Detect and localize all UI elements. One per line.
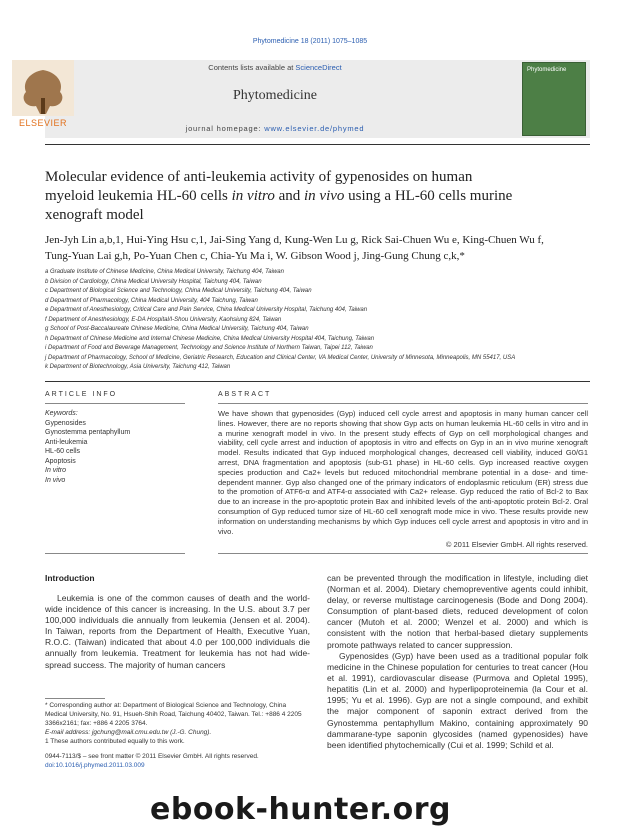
title-seg: using a HL-60 cells murine bbox=[344, 188, 513, 204]
sciencedirect-link[interactable]: ScienceDirect bbox=[295, 63, 342, 72]
intro-right-paragraph-1: can be prevented through the modification in lifestyle, including diet (Norman et al. 2004). Dietary chemopreventive agents could inhibit, delay, or reverse multistage carcinogenesis (Bode and Dong 2004). Consumption of plant-based diets, reduced development of colon cancer (Mutoh et al. 2000; Wenzel et al. 2000) and which is consistent with the notion that herbal-based dietary supplements promote pathways related to cancer suppression. bbox=[327, 573, 588, 650]
keywords-label: Keywords: bbox=[45, 410, 78, 417]
title-seg: and bbox=[274, 188, 304, 204]
cover-title: Phytomedicine bbox=[527, 67, 567, 73]
footnotes bbox=[45, 701, 310, 746]
journal-title: Phytomedicine bbox=[233, 88, 317, 103]
title-line-3: xenograft model bbox=[45, 207, 144, 223]
abstract-text: We have shown that gypenosides (Gyp) induced cell cycle arrest and apoptosis in many human cancer cell lines. However, there are no reports showing that show Gyp acts on human leukemia HL-60 cells in vitro and in a murine xenograft model in vivo. In the present study effects of Gyp on cell morphological changes and viability, cell cycle arrest and induction of apoptosis in vitro and effects on Gyp in an in vivo murine xenograft model. Results indicated that Gyp induced morphological changes, decreased cell viability, induced G0/G1 arrest, DNA fragmentation and apoptosis (sub-G1 phase) in HL-60 cells. Gyp increased reactive oxygen species production and Ca2+ levels but reduced mitochondrial membrane potential in a dose- and time-dependent manner. Gyp also changed one of the primary indicators of endoplasmic reticulum (ER) stress due to the promotion of ATF6-α and ATF4-α associated with Ca2+ release. Gyp reduced the ratio of Bcl-2 to Bax due to an increase in the pro-apoptotic protein Bax and inhibited levels of the anti-apoptotic protein Bcl-2. Oral consumption of Gyp reduced tumor size of HL-60 cell xenograft mode mice in vivo. These results provide new information on understanding mechanisms by which Gyp induces cell cycle arrest and apoptosis in vitro and in vivo. bbox=[218, 409, 588, 536]
front-matter bbox=[45, 752, 310, 770]
introduction-heading: Introduction bbox=[45, 573, 95, 583]
keyword: Gynostemma pentaphyllum bbox=[45, 429, 131, 436]
abstract-heading: ABSTRACT bbox=[218, 391, 272, 398]
affiliation-list bbox=[45, 268, 590, 373]
keyword: Anti-leukemia bbox=[45, 438, 88, 446]
keyword: Apoptosis bbox=[45, 457, 76, 465]
title-seg: myeloid leukemia HL-60 cells bbox=[45, 188, 232, 204]
homepage-link[interactable]: www.elsevier.de/phymed bbox=[264, 124, 365, 133]
journal-citation: Phytomedicine 18 (2011) 1075–1085 bbox=[252, 38, 368, 45]
footnote-rule bbox=[45, 698, 105, 699]
equal-contribution-note: 1 These authors contributed equally to this work. bbox=[45, 738, 185, 745]
header-rule bbox=[45, 144, 590, 145]
doi-link[interactable]: doi:10.1016/j.phymed.2011.03.009 bbox=[45, 762, 145, 769]
affiliation: k Department of Biotechnology, Asia University, Taichung 412, Taiwan bbox=[45, 364, 231, 370]
abstract-rule bbox=[218, 403, 588, 404]
intro-right-paragraph-2: Gypenosides (Gyp) have been used as a traditional popular folk medicine in the Chinese population for centuries to treat cancer (Hou et al. 1991), cardiovascular disease (Purmova and Opletal 1995), hepatitis (Lin et al. 2000) and hyperlipoproteinemia (la Cour et al. 1995; Yu et al. 1996). Gyp are not a single compound, and exhibit the major component of saponin extract derived from the Gynostemma pentaphyllum Makino, containing approximately 90 dammarane-type saponin glycosides (named gypenosides) have been identified phytochemically (Cui et al. 1999; Schild et al. bbox=[327, 651, 588, 750]
keyword: In vivo bbox=[45, 476, 66, 484]
title-seg-italic: in vitro bbox=[231, 188, 275, 204]
authors-line-1: Jen-Jyh Lin a,b,1, Hui-Ying Hsu c,1, Jai-Sing Yang d, Kung-Wen Lu g, Rick Sai-Chuen Wu e, King-Chuen Wu f, bbox=[45, 234, 544, 246]
abstract-bottom-rule bbox=[218, 553, 588, 554]
authors-line-2: Tung-Yuan Lai g,h, Po-Yuan Chen c, Chia-Yu Ma i, W. Gibson Wood j, Jing-Gung Chung c,k,* bbox=[45, 250, 465, 262]
affiliation: c Department of Biological Science and Technology, China Medical University, Taichung 404, Taiwan bbox=[45, 288, 312, 294]
issn-line: 0944-7113/$ – see front matter © 2011 Elsevier GmbH. All rights reserved. bbox=[45, 753, 259, 760]
keyword: HL-60 cells bbox=[45, 448, 81, 455]
affiliation: a Graduate Institute of Chinese Medicine, China Medical University, Taichung 404, Taiwan bbox=[45, 269, 284, 275]
affiliation: g School of Post-Baccalaureate Chinese Medicine, China Medical University, Taichung 404, Taiwan bbox=[45, 326, 309, 332]
journal-cover-image bbox=[522, 62, 586, 136]
email-note: E-mail address: jgchung@mail.cmu.edu.tw (J.-G. Chung). bbox=[45, 729, 212, 736]
title-seg-italic: in vivo bbox=[304, 188, 345, 204]
watermark-text: ebook-hunter.org bbox=[150, 792, 451, 827]
keyword: Gypenosides bbox=[45, 419, 86, 427]
affiliation: j Department of Pharmacology, School of Medicine, Geriatric Research, Education and Clinical Center, VA Medical Center, University of Minnesota, Minneapolis, MN 55417, USA bbox=[45, 354, 516, 361]
journal-homepage bbox=[45, 124, 505, 133]
corresponding-author-note: * Corresponding author at: Department of Biological Science and Technology, China Medical University, No. 91, Hsueh-Shih Road, Taichung 40402, Taiwan. Tel.: +886 4 2205 3366x2161; fax: +886 4 2205 3764. bbox=[45, 702, 302, 727]
keyword: In vitro bbox=[45, 467, 67, 474]
publisher-name: ELSEVIER bbox=[18, 118, 68, 128]
affiliation-rule bbox=[45, 381, 590, 382]
affiliation: d Department of Pharmacology, China Medical University, 404 Taichung, Taiwan bbox=[45, 297, 258, 304]
affiliation: h Department of Chinese Medicine and Internal Chinese Medicine, China Medical University Hospital 404, Taichung, Taiwan bbox=[45, 335, 375, 342]
keywords-block bbox=[45, 409, 185, 485]
title-line-2 bbox=[45, 187, 590, 206]
copyright-line: © 2011 Elsevier GmbH. All rights reserved. bbox=[445, 540, 588, 549]
article-info-heading: ARTICLE INFO bbox=[45, 391, 118, 398]
contents-prefix: Contents lists available at bbox=[208, 63, 296, 72]
title-line-1: Molecular evidence of anti-leukemia activity of gypenosides on human bbox=[45, 169, 473, 185]
homepage-prefix: journal homepage: bbox=[185, 124, 265, 133]
affiliation: f Department of Anesthesiology, E-DA Hospital/I-Shou University, Kaohsiung 824, Taiwan bbox=[45, 316, 282, 323]
affiliation: e Department of Anesthesiology, Critical Care and Pain Service, China Medical University Hospital, Taichung 404, Taiwan bbox=[45, 307, 368, 313]
contents-line bbox=[45, 63, 505, 72]
article-info-bottom-rule bbox=[45, 553, 185, 554]
article-title bbox=[45, 168, 590, 225]
intro-left-paragraph: Leukemia is one of the common causes of death and the world-wide incidence of this cancer is increasing. In the U.S. about 3.7 per 100,000 individuals die annually from leukemia (Jensen et al. 2004). In Taiwan, reports from the Department of Health, Executive Yuan, R.O.C. (Taiwan) indicated that about 4.0 per 100,000 individuals die annually from leukemia. Treatment for leukemia has not had wide-spread success. The majority of human cancers bbox=[45, 593, 310, 670]
article-info-rule bbox=[45, 403, 185, 404]
author-list bbox=[45, 232, 590, 264]
affiliation: i Department of Food and Beverage Management, Technology and Science Institute of Northern Taiwan, Taipei 112, Taiwan bbox=[45, 345, 373, 351]
affiliation: b Division of Cardiology, China Medical University Hospital, Taichung 404, Taiwan bbox=[45, 278, 262, 285]
